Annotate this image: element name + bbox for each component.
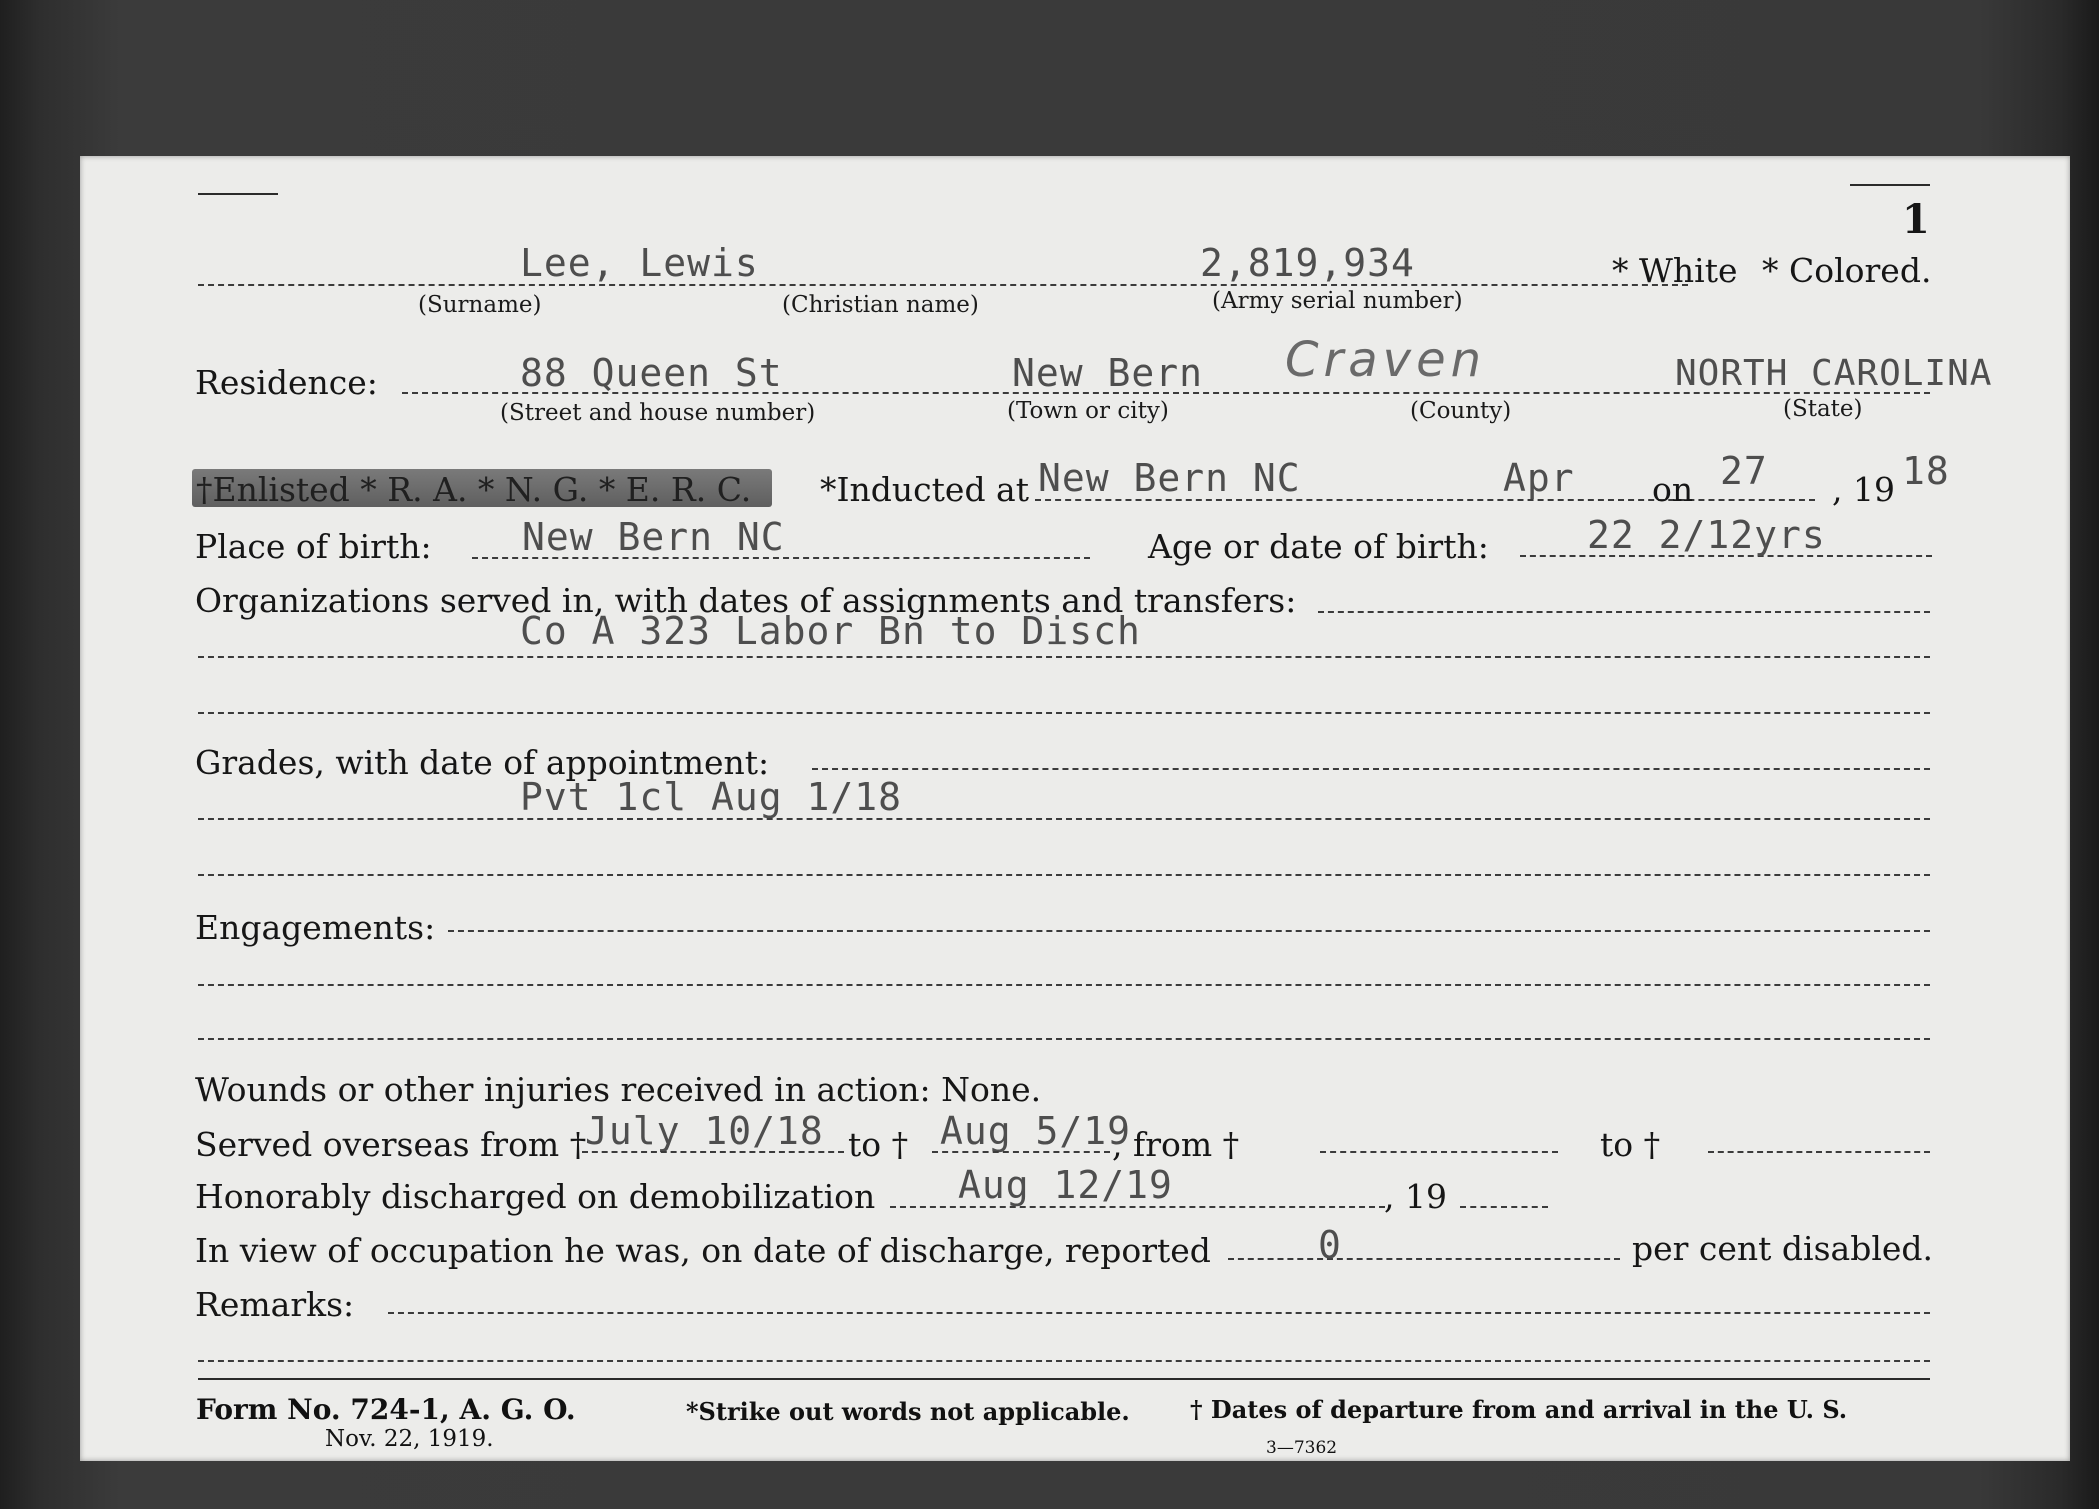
engagements-line-2 — [198, 984, 1930, 986]
organizations-line-1 — [1318, 611, 1930, 613]
card-number: 1 — [1902, 196, 1930, 243]
state-caption: (State) — [1783, 396, 1863, 422]
birthplace-value: New Bern NC — [522, 515, 785, 559]
print-code: 3—7362 — [1266, 1438, 1338, 1458]
overseas-to2-label: to † — [1600, 1125, 1661, 1164]
grades-line-2 — [198, 818, 1930, 820]
inducted-year-suffix: 18 — [1902, 449, 1950, 493]
overseas-from-line — [582, 1151, 844, 1153]
dates-note: † Dates of departure from and arrival in the U. S. — [1190, 1395, 1848, 1424]
overseas-to2-line — [1708, 1151, 1930, 1153]
discharge-year-label: , 19 — [1384, 1177, 1447, 1216]
engagements-line-3 — [198, 1038, 1930, 1040]
grades-line-3 — [198, 874, 1930, 876]
overseas-label: Served overseas from † — [195, 1125, 587, 1164]
disability-label: In view of occupation he was, on date of discharge, reported — [195, 1231, 1211, 1270]
remarks-label: Remarks: — [195, 1285, 355, 1324]
strike-note: *Strike out words not applicable. — [686, 1397, 1130, 1426]
organizations-line-3 — [198, 712, 1930, 714]
service-record-card — [80, 156, 2070, 1461]
race-white-option: * White — [1612, 251, 1738, 290]
overseas-from-date: July 10/18 — [585, 1109, 824, 1153]
serial-value: 2,819,934 — [1200, 241, 1415, 285]
street-caption: (Street and house number) — [500, 400, 816, 426]
engagements-line-1 — [448, 930, 1930, 932]
inducted-label: *Inducted at — [820, 470, 1029, 509]
discharge-label: Honorably discharged on demobilization — [195, 1177, 876, 1216]
disability-line — [1228, 1258, 1620, 1260]
serial-caption: (Army serial number) — [1212, 288, 1463, 314]
residence-street: 88 Queen St — [520, 351, 783, 395]
name-value: Lee, Lewis — [520, 241, 759, 285]
inducted-year-prefix: , 19 — [1832, 470, 1895, 509]
grades-value: Pvt 1cl Aug 1/18 — [520, 775, 903, 819]
wounds-text: Wounds or other injuries received in action: None. — [195, 1070, 1042, 1109]
race-colored-option: * Colored. — [1762, 251, 1932, 290]
surname-caption: (Surname) — [418, 292, 542, 318]
discharge-date: Aug 12/19 — [958, 1163, 1173, 1207]
residence-county: Craven — [1285, 332, 1487, 388]
overseas-to-line — [932, 1151, 1110, 1153]
top-left-rule — [198, 193, 278, 195]
on-label: on — [1652, 470, 1694, 509]
form-number: Form No. 724-1, A. G. O. — [196, 1393, 576, 1426]
discharge-year-line — [1460, 1206, 1548, 1208]
residence-state: NORTH CAROLINA — [1675, 353, 1993, 394]
age-value: 22 2/12yrs — [1587, 513, 1826, 557]
engagements-label: Engagements: — [195, 908, 436, 947]
remarks-line-1 — [388, 1312, 1930, 1314]
disability-value: 0 — [1318, 1223, 1342, 1267]
residence-label: Residence: — [195, 363, 378, 402]
grades-line-1 — [812, 768, 1930, 770]
organizations-label: Organizations served in, with dates of assignments and transfers: — [195, 581, 1297, 620]
town-caption: (Town or city) — [1007, 398, 1169, 424]
disability-suffix: per cent disabled. — [1632, 1229, 1934, 1268]
overseas-to-label: to † — [848, 1125, 909, 1164]
age-label: Age or date of birth: — [1148, 527, 1489, 566]
form-date: Nov. 22, 1919. — [325, 1426, 494, 1452]
grades-label: Grades, with date of appointment: — [195, 743, 770, 782]
overseas-to-date: Aug 5/19 — [940, 1109, 1132, 1153]
county-caption: (County) — [1410, 398, 1512, 424]
residence-town: New Bern — [1012, 351, 1204, 395]
inducted-day: 27 — [1720, 449, 1768, 493]
top-right-rule — [1850, 184, 1930, 186]
inducted-month: Apr — [1503, 456, 1575, 500]
remarks-line-2 — [198, 1360, 1930, 1362]
footer-rule — [198, 1378, 1930, 1380]
christian-name-caption: (Christian name) — [782, 292, 979, 318]
inducted-place: New Bern NC — [1038, 456, 1301, 500]
birthplace-label: Place of birth: — [195, 527, 432, 566]
overseas-from2-line — [1320, 1151, 1558, 1153]
organizations-value: Co A 323 Labor Bn to Disch — [520, 609, 1141, 653]
enlistment-options: †Enlisted * R. A. * N. G. * E. R. C. — [196, 470, 752, 509]
overseas-from2-label: , from † — [1112, 1125, 1240, 1164]
organizations-line-2 — [198, 656, 1930, 658]
name-line — [198, 284, 1688, 286]
